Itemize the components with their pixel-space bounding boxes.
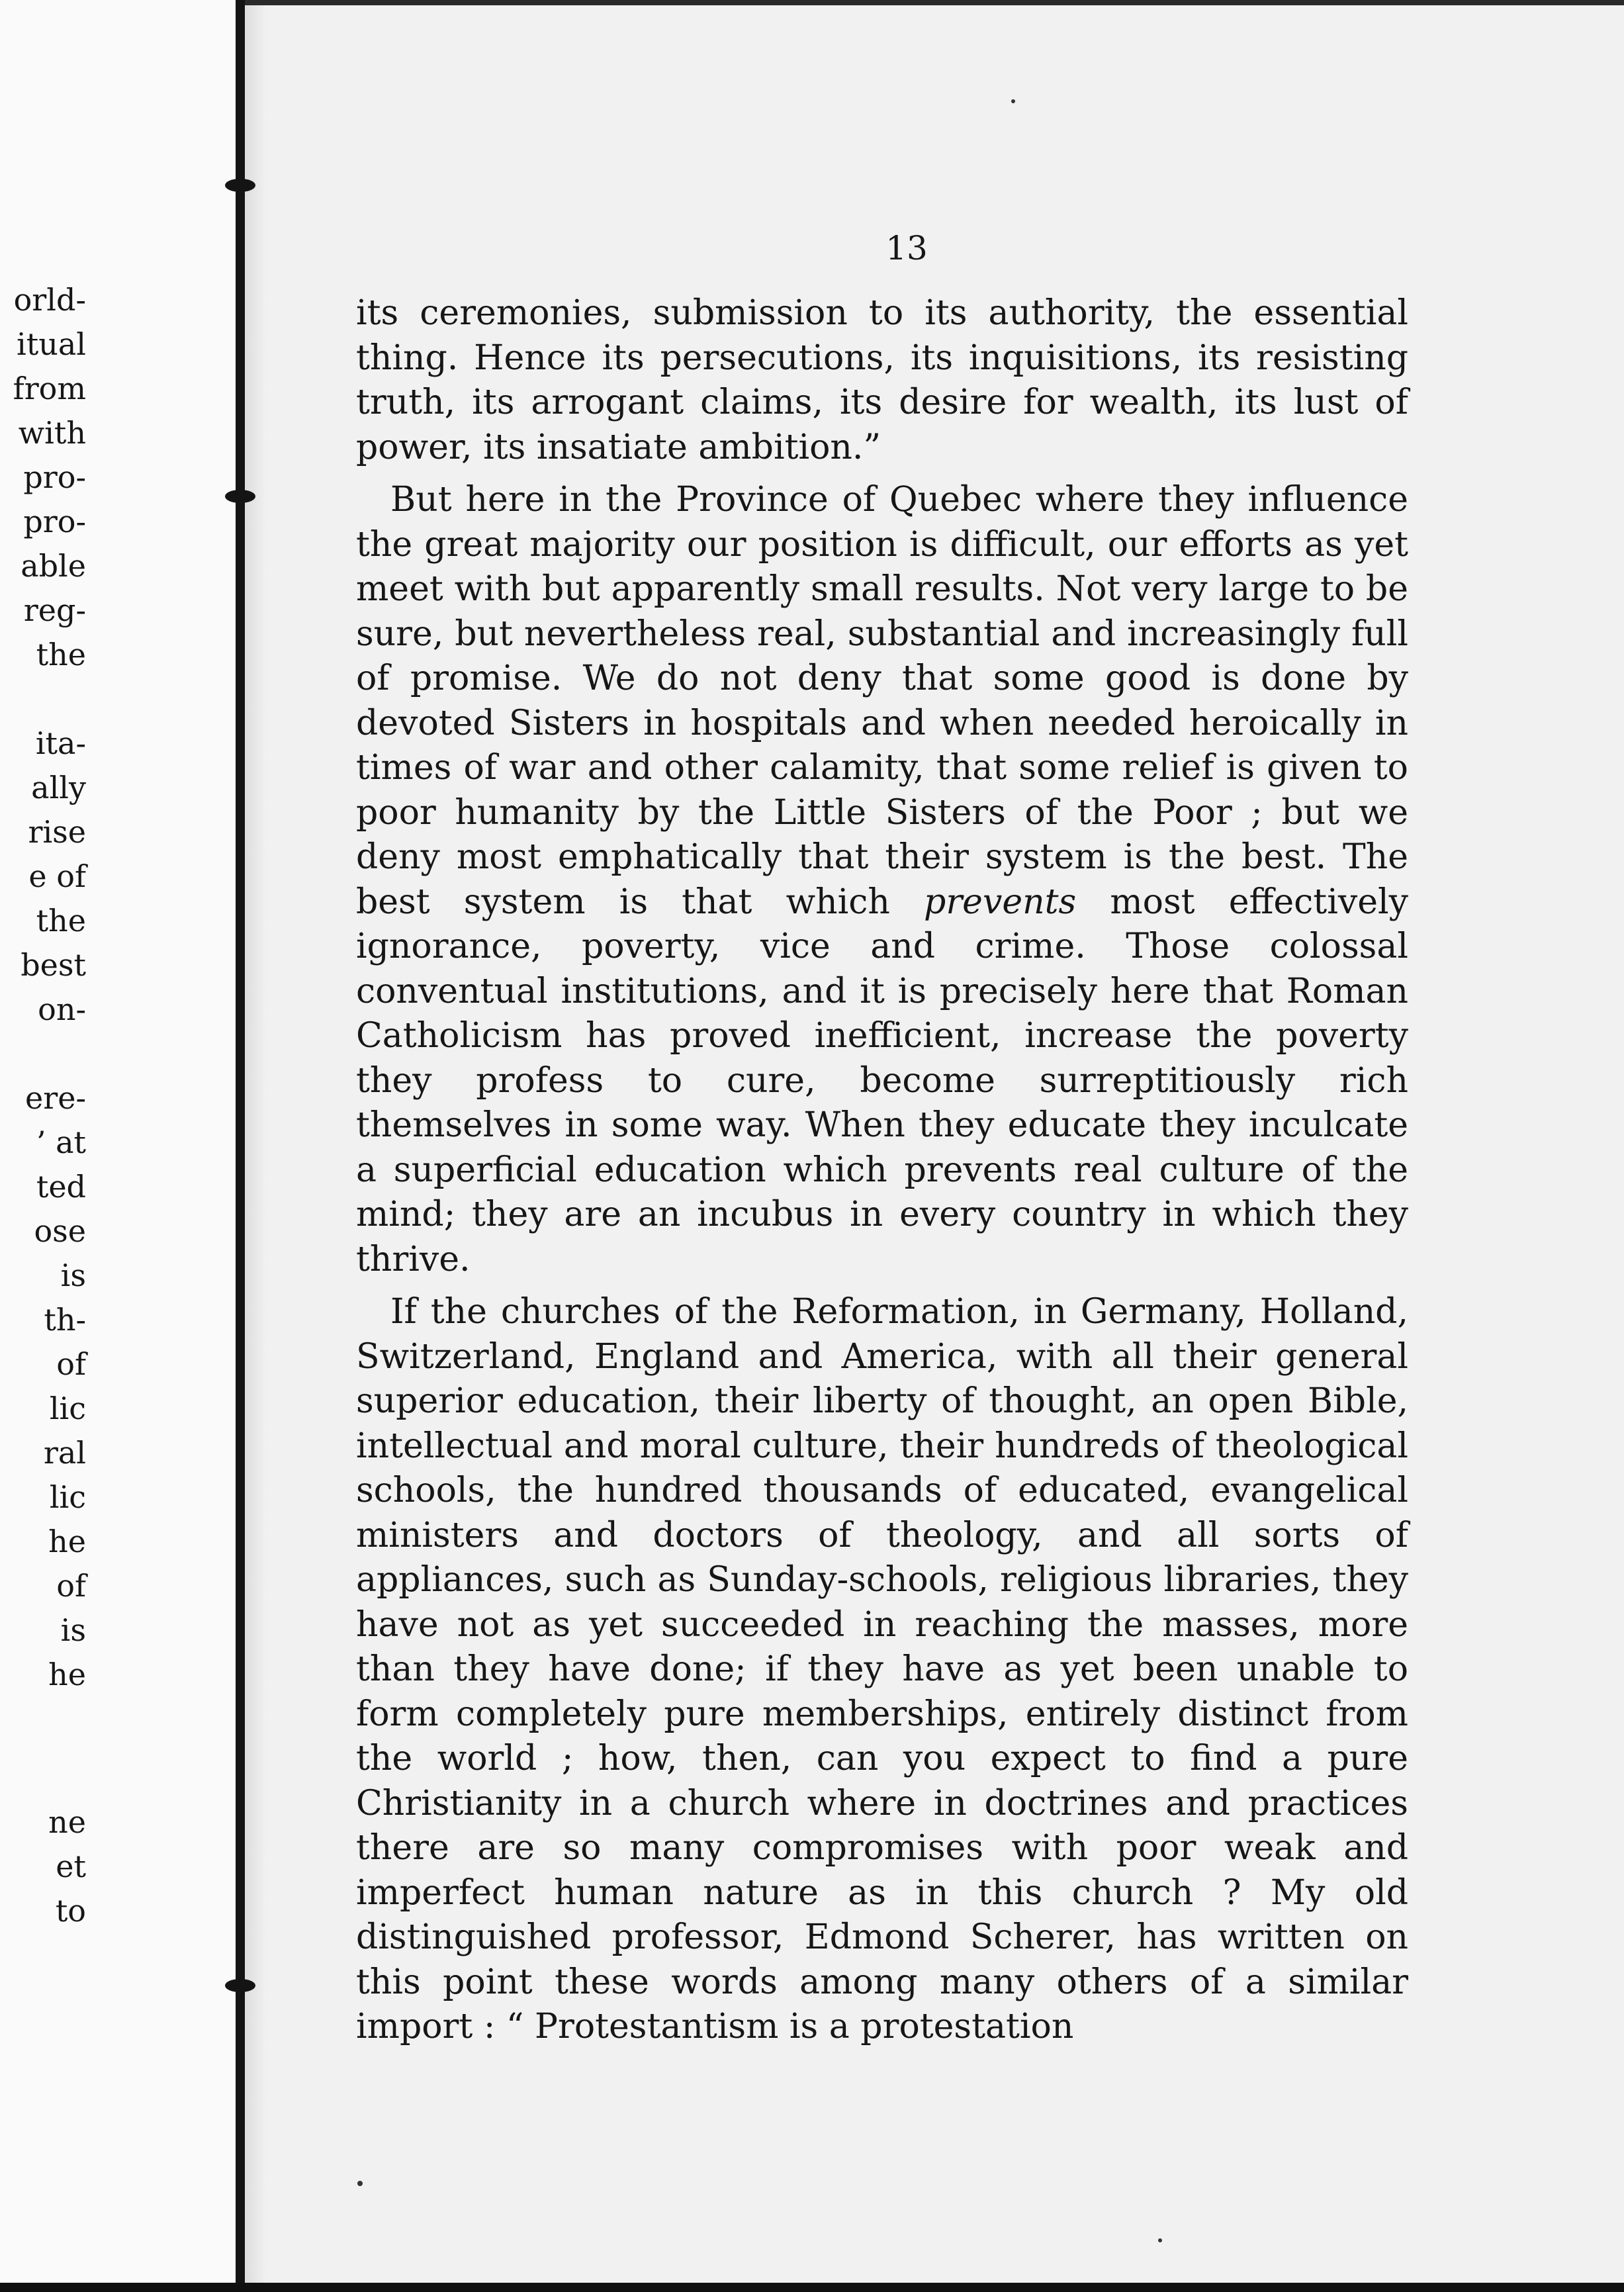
left-line-fragment: e of [28, 858, 86, 894]
left-line-fragment: able [21, 548, 86, 584]
paragraph-text: But here in the Province of Quebec where they influence the great majority our position is difficult, our efforts as yet meet with but apparently small results. Not very large to be sure, but nevertheless real, substantial and increasingly full of promise. We do not deny that some good is done by devoted Sisters in hospitals and when needed heroically in times of war and other calamity, that some relief is given to poor humanity by the Little Sisters of the Poor ; but we deny most emphatically that their system is the best. The best system is that which [356, 480, 1408, 922]
page-top-edge [245, 0, 1624, 5]
left-line-fragment: ne [48, 1804, 86, 1840]
binding-rod [236, 0, 245, 2292]
left-line-fragment: ita- [35, 725, 86, 761]
paragraph-quebec [356, 478, 1408, 1282]
binding-stitch [225, 490, 255, 503]
emphasized-word: prevents [924, 882, 1077, 922]
left-line-fragment: ally [31, 770, 86, 805]
left-line-fragment: is [60, 1258, 86, 1293]
paragraph-continuation: its ceremonies, submission to its authority, the essential thing. Hence its persecutions, its inquisitions, its resisting truth, its arrogant claims, its desire for wealth, its lust of power, its insatiate ambition.” [356, 293, 1408, 467]
dust-speck [357, 2181, 363, 2186]
left-line-fragment: of [56, 1568, 86, 1604]
left-line-fragment: with [18, 415, 86, 451]
paragraph-reformation: If the churches of the Reformation, in Germany, Holland, Switzerland, England and America, with all their general superior education, their liberty of thought, an open Bible, intellectual and moral culture, their hundreds of theological schools, the hundred thousands of educated, evangelical ministers and doctors of theology, and all sorts of appliances, such as Sunday-schools, religious libraries, they have not as yet succeeded in reaching the masses, more than they have done; if they have as yet been unable to form completely pure memberships, entirely distinct from the world ; how, then, can you expect to find a pure Christianity in a church where in doctrines and practices there are so many compromises with poor weak and imperfect human nature as in this church ? My old distinguished professor, Edmond Scherer, has written on this point these words among many others of a similar import : “ Protestantism is a protestation [356, 1292, 1408, 2046]
left-line-fragment: from [13, 371, 86, 406]
left-line-fragment: the [36, 637, 86, 672]
left-line-fragment: rise [28, 814, 86, 850]
dust-speck [1158, 2238, 1162, 2242]
left-line-fragment: the [36, 903, 86, 939]
dust-speck [1011, 99, 1015, 103]
page-number: 13 [885, 229, 928, 267]
left-line-fragment: of [56, 1346, 86, 1382]
page-bottom-edge [0, 2283, 1624, 2292]
left-line-fragment: ere- [25, 1080, 86, 1116]
page-body-text [356, 291, 1408, 2050]
left-line-fragment: orld- [13, 282, 86, 318]
left-line-fragment: he [48, 1524, 86, 1559]
left-line-fragment: to [55, 1893, 86, 1929]
left-line-fragment: ’ at [36, 1124, 86, 1160]
left-line-fragment: on- [38, 991, 86, 1027]
left-line-fragment: th- [44, 1302, 86, 1338]
left-line-fragment: ral [43, 1435, 86, 1471]
left-line-fragment: best [21, 947, 86, 983]
left-line-fragment: pro- [23, 504, 86, 539]
left-page-text-fragments [0, 0, 238, 2292]
left-line-fragment: ted [36, 1169, 86, 1205]
binding-stitch [225, 1979, 255, 1992]
left-line-fragment: lic [49, 1479, 86, 1515]
paragraph-text: most effectively ignorance, poverty, vice and crime. Those colossal conventual institutions, and it is precisely here that Roman Catholicism has proved inefficient, increase the poverty they profess to cure, become surreptitiously rich themselves in some way. When they educate they inculcate a superficial education which prevents real culture of the mind; they are an incubus in every country in which they thrive. [356, 882, 1408, 1279]
left-line-fragment: lic [49, 1391, 86, 1426]
left-line-fragment: he [48, 1657, 86, 1692]
left-line-fragment: pro- [23, 459, 86, 495]
binding-stitch [225, 179, 255, 192]
left-facing-page [0, 0, 238, 2292]
left-line-fragment: is [60, 1612, 86, 1648]
left-line-fragment: et [56, 1849, 86, 1884]
left-line-fragment: ose [34, 1213, 86, 1249]
left-line-fragment: reg- [23, 592, 86, 628]
left-line-fragment: itual [17, 326, 86, 362]
